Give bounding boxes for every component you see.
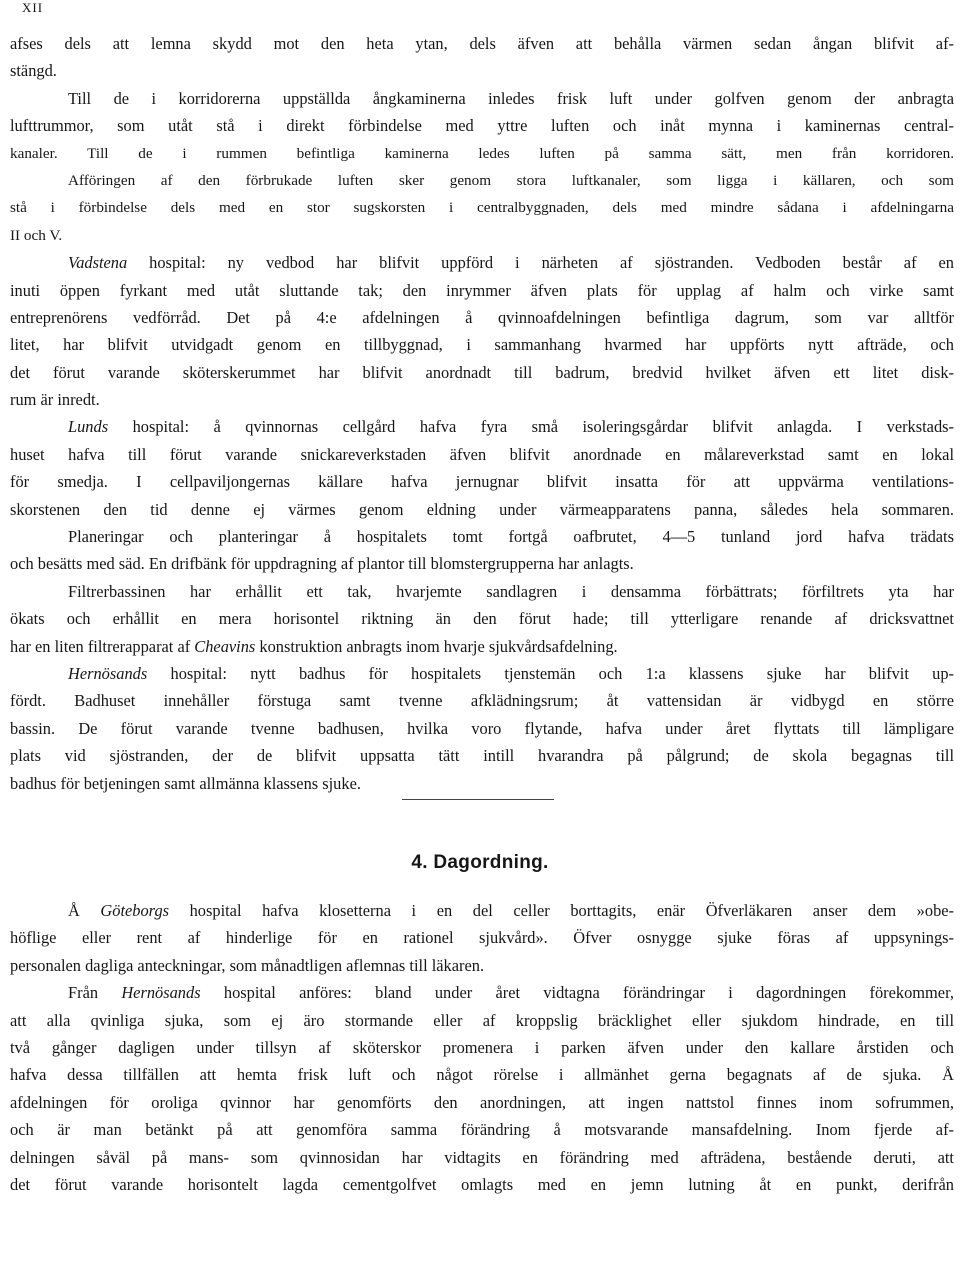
text-line: plats vid sjöstranden, der de blifvit uppsatta tätt intill hvarandra på pålgrund; de skola begagnas till xyxy=(10,746,954,766)
text-line: det förut varande sköterskerummet har blifvit anordnadt till badrum, bredvid hvilket äfven ett litet disk- xyxy=(10,362,954,382)
text-line: inuti öppen fyrkant med utåt sluttande tak; den inrymmer äfven plats för upplag af halm och virke samt xyxy=(10,280,954,300)
section-heading: 4. Dagordning. xyxy=(411,852,549,873)
paragraph-goteborgs: Å Göteborgs hospital hafva klosetterna i en del celler borttagits, enär Öfverläkaren anser dem »obe- xyxy=(68,901,955,920)
text-line: entreprenörens vedförråd. Det på 4:e afdelningen å qvinnoafdelningen befintliga dagrum, som var alltför xyxy=(10,307,954,327)
text-line: stå i förbindelse dels med en stor sugskorsten i centralbyggnaden, dels med mindre sådana i afdelningarna xyxy=(10,199,954,217)
text-line: fördt. Badhuset innehåller förstuga samt tvenne afklädningsrum; åt vattensidan är vidbygd en större xyxy=(10,691,954,711)
text-line: afses dels att lemna skydd mot den heta ytan, dels äfven att behålla värmen sedan ångan blifvit af- xyxy=(10,34,954,53)
text-line: det förut varande horisontelt lagda cementgolfvet omlagts med en jemn lutning åt en punkt, derifrån xyxy=(10,1174,954,1194)
paragraph-hernosands-2: Från Hernösands hospital anföres: bland under året vidtagna förändringar i dagordningen förekommer, xyxy=(68,983,954,1003)
text-line: ökats och erhållit en mera horisontel riktning än den förut hade; till ytterligare renande af dricksvattnet xyxy=(10,609,954,629)
text-line: två gånger dagligen under tillsyn af sköterskor promenera i parken äfven under den kallare årstiden och xyxy=(10,1037,954,1057)
text-line: badhus för betjeningen samt allmänna klassens sjuke. xyxy=(10,773,361,793)
paragraph-vadstena: Vadstena hospital: ny vedbod har blifvit uppförd i närheten af sjöstranden. Vedboden består af en xyxy=(68,253,954,273)
text-line: delningen såväl på mans- som qvinnosidan har vidtagits en förändring med afträdena, bestående deruti, att xyxy=(10,1147,954,1167)
text-line: hafva dessa tillfällen att hemta frisk luft och något rörelse i allmänhet gerna begagnats af de sjuka. Å xyxy=(10,1065,954,1085)
page-number: XII xyxy=(22,0,44,15)
text-line: stängd. xyxy=(10,61,57,81)
section-divider xyxy=(402,799,554,800)
text-block-dagordning xyxy=(10,897,954,1198)
text-line: att alla qvinliga sjuka, som ej äro stormande eller af kroppslig bräcklighet eller sjukdom hindrade, en till xyxy=(10,1010,954,1030)
text-line: och besätts med säd. En drifbänk för uppdragning af plantor till blomstergrupperna har anlagts. xyxy=(10,554,634,574)
text-line: huset hafva till förut varande snickareverkstaden äfven blifvit anordnade en målareverkstad samt en lokal xyxy=(10,444,954,464)
paragraph-start: Afföringen af den förbrukade luften sker genom stora luftkanaler, som ligga i källaren, och som xyxy=(68,171,954,189)
text-line: har en liten filtrerapparat af Cheavins konstruktion anbragts inom hvarje sjukvårdsafdelning. xyxy=(10,636,618,656)
paragraph-lunds: Lunds hospital: å qvinnornas cellgård hafva fyra små isoleringsgårdar blifvit anlagda. I verkstads- xyxy=(68,417,954,437)
paragraph-hernosands: Hernösands hospital: nytt badhus för hospitalets tjenstemän och 1:a klassens sjuke har blifvit up- xyxy=(68,663,954,683)
text-line: kanaler. Till de i rummen befintliga kaminerna ledes luften på samma sätt, men från korridoren. xyxy=(10,144,954,162)
text-line: och är man betänkt på att genomföra samma förändring å motsvarande mansafdelning. Inom fjerde af- xyxy=(10,1120,954,1140)
text-line: skorstenen den tid denne ej värmes genom eldning under värmeapparatens panna, således hela sommaren. xyxy=(10,499,954,519)
paragraph-start: Till de i korridorerna uppställda ångkaminerna inledes frisk luft under golfven genom der anbragta xyxy=(68,88,954,108)
text-line: rum är inredt. xyxy=(10,390,100,410)
text-line: II och V. xyxy=(10,226,63,244)
text-line: afdelningen för oroliga qvinnor har genomförts den anordningen, att ingen nattstol finnes inom sofrummen, xyxy=(10,1092,954,1112)
text-line: bassin. De förut varande tvenne badhusen, hvilka voro flytande, hafva under året flyttats till lämpligare xyxy=(10,718,954,738)
text-line: litet, har blifvit utvidgadt genom en tillbyggnad, i sammanhang hvarmed har uppförts nytt afträde, och xyxy=(10,335,954,355)
paragraph-start: Planeringar och planteringar å hospitalets tomt fortgå oafbrutet, 4—5 tunland jord hafva trädats xyxy=(68,527,954,547)
text-line: höflige eller rent af hinderlige för en rationel sjukvård». Öfver osnygge sjuke föras af uppsynings- xyxy=(10,928,954,948)
text-line: för smedja. I cellpaviljongernas källare hafva jernugnar blifvit insatta för att uppvärma ventilations- xyxy=(10,472,954,492)
text-line: lufttrummor, som utåt stå i direkt förbindelse med yttre luften och inåt mynna i kaminernas central- xyxy=(10,116,954,136)
paragraph-start: Filtrerbassinen har erhållit ett tak, hvarjemte sandlagren i densamma förbättrats; förfiltrets yta har xyxy=(68,581,954,601)
text-block-construction xyxy=(10,30,954,797)
text-line: personalen dagliga anteckningar, som månadtligen aflemnas till läkaren. xyxy=(10,955,485,975)
